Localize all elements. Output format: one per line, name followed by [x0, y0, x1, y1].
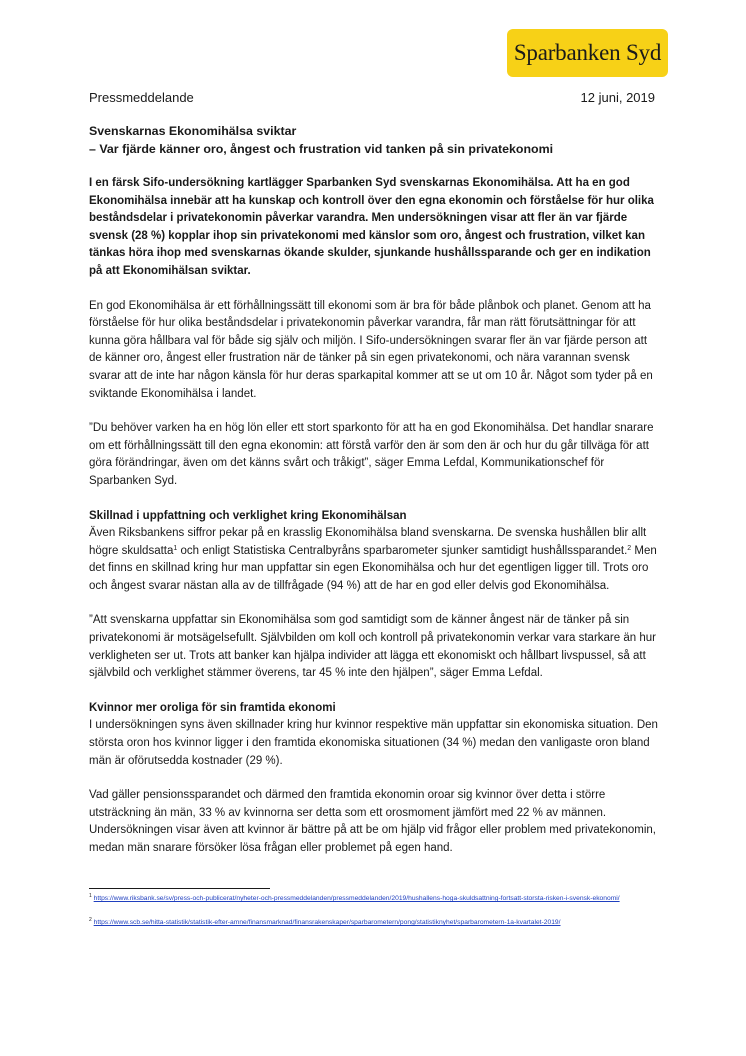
paragraph-riksbanken: [89, 525, 661, 595]
paragraph-riksbanken-part-c: Men det finns en skillnad kring hur man uppfattar sin egen Ekonomihälsa och hur det egentligen ligger till. Trots oro och ångest svarar nästan alla av de tillfrågade (94 %) att de har en god eller delvis god Ekonomihälsa.: [89, 544, 657, 592]
section-heading-kvinnor: Kvinnor mer oroliga för sin framtida ekonomi: [89, 701, 336, 714]
footnote-divider: [89, 888, 270, 889]
quote-paragraph-1: ”Du behöver varken ha en hög lön eller ett stort sparkonto för att ha en god Ekonomihälsa. Det handlar snarare om ett förhållningssätt till den egna ekonomin: att förstå varför den är som den är och hur du går tillväga för att göra förändringar, även om det känns svårt och tråkigt”, säger Emma Lefdal, Kommunikationschef för Sparbanken Syd.: [89, 422, 654, 487]
title-line-1: Svenskarnas Ekonomihälsa sviktar: [89, 124, 297, 138]
release-date: 12 juni, 2019: [580, 90, 655, 105]
footnotes: [89, 894, 661, 942]
logo-text: Sparbanken Syd: [513, 40, 662, 65]
document-type: Pressmeddelande: [89, 90, 194, 105]
footnote-1: [89, 894, 661, 904]
article-body: [89, 122, 661, 875]
page-title: [89, 122, 661, 158]
footnote-number: 2: [89, 917, 92, 923]
title-line-2: – Var fjärde känner oro, ångest och frustration vid tanken på sin privatekonomi: [89, 142, 554, 156]
footnote-ref-2[interactable]: 2: [627, 544, 632, 552]
footnote-link-riksbank[interactable]: https://www.riksbank.se/sv/press-och-publicerat/nyheter-och-pressmeddelanden/pressmeddelanden/2019/hushallens-hoga-skuldsattning-fortsatt-storsta-risken-i-svensk-ekonomi/: [93, 895, 620, 902]
paragraph-riksbanken-part-b: och enligt Statistiska Centralbyråns sparbarometer sjunker samtidigt hushållssparandet.: [177, 544, 628, 557]
paragraph-ekonomihalsa-definition: En god Ekonomihälsa är ett förhållningssätt till ekonomi som är bra för både plånbok och planet. Genom att ha förståelse för hur olika beståndsdelar i privatekonomin påverkar varandra, får man rätt förutsättningar för att kunna göra hållbara val för både sig själv och miljön. I Sifo-undersökningen svarar fler än var fjärde person att de känner oro, ångest eller frustration när de tänker på sin egen privatekonomi, och nära varannan svensk svarar att de inte har någon känsla för hur deras sparkapital kommer att se ut om 10 år. Något som tyder på en sviktande Ekonomihälsa i landet.: [89, 299, 653, 400]
paragraph-pensionssparande: Vad gäller pensionssparandet och därmed den framtida ekonomin oroar sig kvinnor över detta i större utsträckning än män, 33 % av kvinnorna ser detta som ett orosmoment jämfört med 22 % av männen. Undersökningen visar även att kvinnor är bättre på att be om hjälp vid frågor eller problem med privatekonomin, medan män snarare försöker lösa frågan eller problemet på egen hand.: [89, 789, 656, 854]
footnote-link-scb[interactable]: https://www.scb.se/hitta-statistik/statistik-efter-amne/finansmarknad/finansrakenskaper/sparbarometern/pong/statistiknyhet/sparbarometern-1a-kvartalet-2019/: [93, 919, 561, 926]
footnote-2: [89, 918, 661, 928]
section-heading-skillnad: Skillnad i uppfattning och verklighet kring Ekonomihälsan: [89, 509, 407, 522]
paragraph-riksbanken-part-a: Även Riksbankens siffror pekar på en krasslig Ekonomihälsa bland svenskarna. De svenska hushållen blir allt högre skuldsatta: [89, 527, 647, 557]
lead-paragraph: I en färsk Sifo-undersökning kartlägger Sparbanken Syd svenskarnas Ekonomihälsa. Att ha en god Ekonomihälsa innebär att ha kunskap och kontroll över den egna ekonomin och förståelse för hur olika beståndsdelar i privatekonomin påverkar varandra. Men undersökningen visar att fler än var fjärde svensk (28 %) kopplar ihop sin privatekonomi med känslor som oro, ångest och frustration, vilket kan tänkas höra ihop med svenskarnas ökande skulder, sjunkande hushållssparande och ger en indikation på att Ekonomihälsan sviktar.: [89, 177, 654, 277]
quote-paragraph-2: ”Att svenskarna uppfattar sin Ekonomihälsa som god samtidigt som de känner ångest när de tänker på sin privatekonomi är motsägelsefullt. Självbilden om koll och kontroll på privatekonomin verkar vara starkare än hur verkligheten ser ut. Trots att banker kan hjälpa individer att lägga ett ekonomiskt och hållbart livspussel, så att självbild och verklighet stämmer överens, tar 45 % inte den hjälpen”, säger Emma Lefdal.: [89, 614, 656, 680]
footnote-ref-1[interactable]: 1: [173, 544, 178, 552]
sparbanken-syd-logo: [507, 29, 668, 77]
paragraph-kvinnor-man: I undersökningen syns även skillnader kring hur kvinnor respektive män uppfattar sin ekonomiska situation. Den största oron hos kvinnor ligger i den framtida ekonomiska situationen (34 %) medan den vanligaste oron bland män är oförutsedda kostnader (29 %).: [89, 719, 658, 767]
footnote-number: 1: [89, 893, 92, 899]
